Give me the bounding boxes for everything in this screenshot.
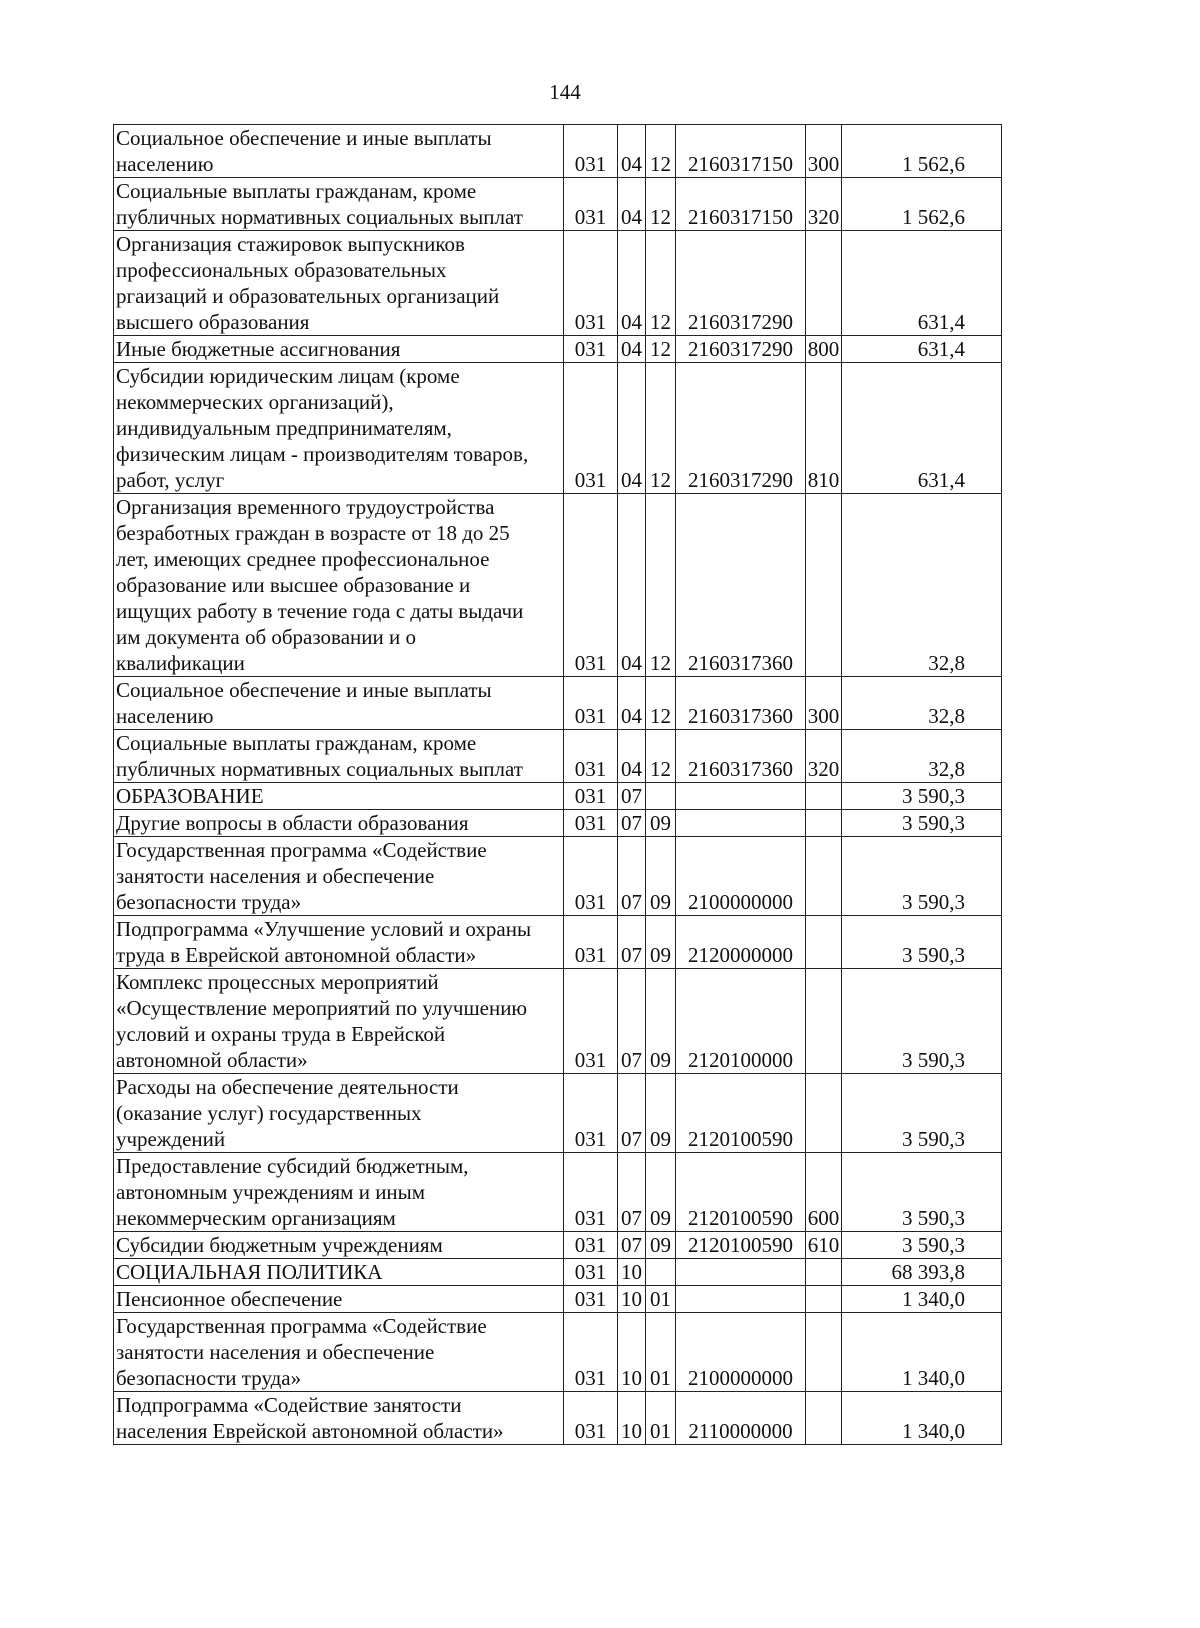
expense-type-cell bbox=[806, 231, 842, 336]
item-name-cell bbox=[114, 1074, 564, 1153]
item-name-line: публичных нормативных социальных выплат bbox=[116, 205, 523, 229]
section-code-cell: 04 bbox=[618, 494, 646, 677]
target-article-cell: 2160317150 bbox=[676, 125, 806, 178]
admin-code-cell: 031 bbox=[564, 810, 618, 837]
expense-type-cell: 610 bbox=[806, 1232, 842, 1259]
item-name-cell bbox=[114, 969, 564, 1074]
admin-code-cell: 031 bbox=[564, 730, 618, 783]
target-article-cell bbox=[676, 1286, 806, 1313]
admin-code-cell: 031 bbox=[564, 1392, 618, 1445]
section-code-cell: 04 bbox=[618, 730, 646, 783]
item-name-line: населению bbox=[116, 152, 214, 176]
admin-code-cell: 031 bbox=[564, 1232, 618, 1259]
item-name-line: высшего образования bbox=[116, 310, 310, 334]
admin-code-cell: 031 bbox=[564, 1074, 618, 1153]
admin-code-cell: 031 bbox=[564, 1313, 618, 1392]
item-name-cell bbox=[114, 336, 564, 363]
item-name-line: Организация временного трудоустройства bbox=[116, 495, 495, 519]
expense-type-cell: 600 bbox=[806, 1153, 842, 1232]
subsection-code-cell: 09 bbox=[646, 810, 676, 837]
amount-cell: 32,8 bbox=[842, 730, 1002, 783]
admin-code-cell: 031 bbox=[564, 125, 618, 178]
section-code-cell: 07 bbox=[618, 1074, 646, 1153]
item-name-line: некоммерческим организациям bbox=[116, 1206, 396, 1230]
subsection-code-cell: 12 bbox=[646, 730, 676, 783]
item-name-line: некоммерческих организаций), bbox=[116, 390, 394, 414]
item-name-line: Социальное обеспечение и иные выплаты bbox=[116, 126, 492, 150]
item-name-line: Комплекс процессных мероприятий bbox=[116, 970, 439, 994]
expense-type-cell bbox=[806, 837, 842, 916]
table-row bbox=[114, 494, 1002, 677]
table-row bbox=[114, 969, 1002, 1074]
item-name-line: Подпрограмма «Улучшение условий и охраны bbox=[116, 917, 532, 941]
item-name-line: им документа об образовании и о bbox=[116, 625, 416, 649]
item-name-line: индивидуальным предпринимателям, bbox=[116, 416, 452, 440]
table-row bbox=[114, 783, 1002, 810]
item-name-line: Социальное обеспечение и иные выплаты bbox=[116, 678, 492, 702]
item-name-line: занятости населения и обеспечение bbox=[116, 1340, 435, 1364]
target-article-cell: 2120100590 bbox=[676, 1074, 806, 1153]
target-article-cell: 2160317360 bbox=[676, 494, 806, 677]
item-name-line: лет, имеющих среднее профессиональное bbox=[116, 547, 490, 571]
item-name-line: ргаизаций и образовательных организаций bbox=[116, 284, 500, 308]
target-article-cell: 2110000000 bbox=[676, 1392, 806, 1445]
budget-table-body bbox=[114, 125, 1002, 1445]
subsection-code-cell: 12 bbox=[646, 677, 676, 730]
page-number: 144 bbox=[549, 80, 581, 104]
item-name-cell bbox=[114, 1313, 564, 1392]
section-code-cell: 10 bbox=[618, 1313, 646, 1392]
subsection-code-cell: 12 bbox=[646, 363, 676, 494]
section-code-cell: 04 bbox=[618, 178, 646, 231]
item-name-line: Другие вопросы в области образования bbox=[116, 811, 469, 835]
target-article-cell: 2120100000 bbox=[676, 969, 806, 1074]
admin-code-cell: 031 bbox=[564, 178, 618, 231]
admin-code-cell: 031 bbox=[564, 1153, 618, 1232]
target-article-cell: 2160317360 bbox=[676, 677, 806, 730]
subsection-code-cell bbox=[646, 783, 676, 810]
item-name-line: физическим лицам - производителям товаров, bbox=[116, 442, 529, 466]
amount-cell: 3 590,3 bbox=[842, 837, 1002, 916]
item-name-cell bbox=[114, 125, 564, 178]
item-name-cell bbox=[114, 1232, 564, 1259]
expense-type-cell: 800 bbox=[806, 336, 842, 363]
table-row bbox=[114, 125, 1002, 178]
expense-type-cell bbox=[806, 969, 842, 1074]
section-code-cell: 04 bbox=[618, 336, 646, 363]
item-name-line: безопасности труда» bbox=[116, 890, 302, 914]
section-code-cell: 10 bbox=[618, 1392, 646, 1445]
table-row bbox=[114, 1286, 1002, 1313]
item-name-line: Социальные выплаты гражданам, кроме bbox=[116, 731, 477, 755]
amount-cell: 1 340,0 bbox=[842, 1286, 1002, 1313]
item-name-line: населения Еврейской автономной области» bbox=[116, 1419, 504, 1443]
item-name-cell bbox=[114, 810, 564, 837]
table-row bbox=[114, 916, 1002, 969]
expense-type-cell bbox=[806, 783, 842, 810]
subsection-code-cell: 09 bbox=[646, 1074, 676, 1153]
table-row bbox=[114, 1074, 1002, 1153]
target-article-cell: 2160317290 bbox=[676, 363, 806, 494]
expense-type-cell bbox=[806, 1074, 842, 1153]
target-article-cell: 2100000000 bbox=[676, 1313, 806, 1392]
item-name-line: Субсидии бюджетным учреждениям bbox=[116, 1233, 443, 1257]
table-row bbox=[114, 1153, 1002, 1232]
section-code-cell: 04 bbox=[618, 125, 646, 178]
subsection-code-cell: 09 bbox=[646, 1232, 676, 1259]
item-name-cell bbox=[114, 837, 564, 916]
budget-table bbox=[113, 124, 1002, 1445]
item-name-cell bbox=[114, 730, 564, 783]
admin-code-cell: 031 bbox=[564, 969, 618, 1074]
section-code-cell: 04 bbox=[618, 231, 646, 336]
expense-type-cell bbox=[806, 1259, 842, 1286]
item-name-line: Пенсионное обеспечение bbox=[116, 1287, 343, 1311]
item-name-line: автономным учреждениям и иным bbox=[116, 1180, 426, 1204]
item-name-line: условий и охраны труда в Еврейской bbox=[116, 1022, 446, 1046]
item-name-line: «Осуществление мероприятий по улучшению bbox=[116, 996, 528, 1020]
table-row bbox=[114, 837, 1002, 916]
subsection-code-cell: 09 bbox=[646, 837, 676, 916]
item-name-line: Подпрограмма «Содействие занятости bbox=[116, 1393, 462, 1417]
item-name-line: Государственная программа «Содействие bbox=[116, 1314, 487, 1338]
item-name-line: Субсидии юридическим лицам (кроме bbox=[116, 364, 460, 388]
subsection-code-cell: 09 bbox=[646, 1153, 676, 1232]
amount-cell: 32,8 bbox=[842, 494, 1002, 677]
admin-code-cell: 031 bbox=[564, 363, 618, 494]
amount-cell: 3 590,3 bbox=[842, 810, 1002, 837]
admin-code-cell: 031 bbox=[564, 837, 618, 916]
expense-type-cell bbox=[806, 1313, 842, 1392]
amount-cell: 1 340,0 bbox=[842, 1313, 1002, 1392]
item-name-line: профессиональных образовательных bbox=[116, 258, 447, 282]
amount-cell: 68 393,8 bbox=[842, 1259, 1002, 1286]
expense-type-cell bbox=[806, 494, 842, 677]
table-row bbox=[114, 810, 1002, 837]
table-row bbox=[114, 1392, 1002, 1445]
item-name-line: Социальные выплаты гражданам, кроме bbox=[116, 179, 477, 203]
target-article-cell: 2160317290 bbox=[676, 336, 806, 363]
admin-code-cell: 031 bbox=[564, 1259, 618, 1286]
table-row bbox=[114, 336, 1002, 363]
subsection-code-cell: 12 bbox=[646, 178, 676, 231]
item-name-line: Расходы на обеспечение деятельности bbox=[116, 1075, 459, 1099]
amount-cell: 3 590,3 bbox=[842, 1074, 1002, 1153]
item-name-line: Государственная программа «Содействие bbox=[116, 838, 487, 862]
subsection-code-cell: 09 bbox=[646, 969, 676, 1074]
item-name-line: Организация стажировок выпускников bbox=[116, 232, 465, 256]
section-code-cell: 07 bbox=[618, 810, 646, 837]
expense-type-cell: 300 bbox=[806, 125, 842, 178]
amount-cell: 1 562,6 bbox=[842, 178, 1002, 231]
target-article-cell: 2120100590 bbox=[676, 1232, 806, 1259]
amount-cell: 1 340,0 bbox=[842, 1392, 1002, 1445]
expense-type-cell: 810 bbox=[806, 363, 842, 494]
item-name-line: (оказание услуг) государственных bbox=[116, 1101, 422, 1125]
table-row bbox=[114, 363, 1002, 494]
expense-type-cell bbox=[806, 810, 842, 837]
amount-cell: 32,8 bbox=[842, 677, 1002, 730]
subsection-code-cell: 01 bbox=[646, 1392, 676, 1445]
table-row bbox=[114, 677, 1002, 730]
section-code-cell: 07 bbox=[618, 837, 646, 916]
section-code-cell: 10 bbox=[618, 1286, 646, 1313]
item-name-line: образование или высшее образование и bbox=[116, 573, 471, 597]
amount-cell: 3 590,3 bbox=[842, 1232, 1002, 1259]
item-name-line: СОЦИАЛЬНАЯ ПОЛИТИКА bbox=[116, 1260, 383, 1284]
section-code-cell: 07 bbox=[618, 1232, 646, 1259]
subsection-code-cell: 12 bbox=[646, 494, 676, 677]
target-article-cell: 2160317150 bbox=[676, 178, 806, 231]
expense-type-cell bbox=[806, 1286, 842, 1313]
subsection-code-cell: 01 bbox=[646, 1286, 676, 1313]
section-code-cell: 10 bbox=[618, 1259, 646, 1286]
amount-cell: 3 590,3 bbox=[842, 783, 1002, 810]
item-name-line: работ, услуг bbox=[116, 468, 225, 492]
section-code-cell: 07 bbox=[618, 969, 646, 1074]
subsection-code-cell: 12 bbox=[646, 231, 676, 336]
target-article-cell: 2120100590 bbox=[676, 1153, 806, 1232]
item-name-line: автономной области» bbox=[116, 1048, 308, 1072]
expense-type-cell: 320 bbox=[806, 178, 842, 231]
section-code-cell: 04 bbox=[618, 363, 646, 494]
target-article-cell: 2120000000 bbox=[676, 916, 806, 969]
admin-code-cell: 031 bbox=[564, 494, 618, 677]
item-name-cell bbox=[114, 1286, 564, 1313]
amount-cell: 631,4 bbox=[842, 363, 1002, 494]
admin-code-cell: 031 bbox=[564, 336, 618, 363]
item-name-cell bbox=[114, 1153, 564, 1232]
subsection-code-cell: 12 bbox=[646, 336, 676, 363]
expense-type-cell: 320 bbox=[806, 730, 842, 783]
subsection-code-cell: 09 bbox=[646, 916, 676, 969]
item-name-line: Иные бюджетные ассигнования bbox=[116, 337, 401, 361]
amount-cell: 3 590,3 bbox=[842, 1153, 1002, 1232]
item-name-cell bbox=[114, 178, 564, 231]
target-article-cell bbox=[676, 1259, 806, 1286]
subsection-code-cell: 01 bbox=[646, 1313, 676, 1392]
target-article-cell: 2160317290 bbox=[676, 231, 806, 336]
table-row bbox=[114, 1313, 1002, 1392]
section-code-cell: 07 bbox=[618, 916, 646, 969]
amount-cell: 631,4 bbox=[842, 231, 1002, 336]
table-row bbox=[114, 178, 1002, 231]
item-name-line: ищущих работу в течение года с даты выдачи bbox=[116, 599, 524, 623]
section-code-cell: 04 bbox=[618, 677, 646, 730]
admin-code-cell: 031 bbox=[564, 231, 618, 336]
admin-code-cell: 031 bbox=[564, 1286, 618, 1313]
target-article-cell bbox=[676, 783, 806, 810]
item-name-cell bbox=[114, 494, 564, 677]
item-name-line: безработных граждан в возрасте от 18 до 25 bbox=[116, 521, 510, 545]
admin-code-cell: 031 bbox=[564, 783, 618, 810]
subsection-code-cell: 12 bbox=[646, 125, 676, 178]
item-name-cell bbox=[114, 363, 564, 494]
expense-type-cell bbox=[806, 1392, 842, 1445]
item-name-cell bbox=[114, 1259, 564, 1286]
item-name-line: ОБРАЗОВАНИЕ bbox=[116, 784, 264, 808]
amount-cell: 3 590,3 bbox=[842, 969, 1002, 1074]
amount-cell: 1 562,6 bbox=[842, 125, 1002, 178]
item-name-line: занятости населения и обеспечение bbox=[116, 864, 435, 888]
expense-type-cell bbox=[806, 916, 842, 969]
table-row bbox=[114, 1259, 1002, 1286]
subsection-code-cell bbox=[646, 1259, 676, 1286]
target-article-cell: 2160317360 bbox=[676, 730, 806, 783]
table-row bbox=[114, 231, 1002, 336]
section-code-cell: 07 bbox=[618, 783, 646, 810]
amount-cell: 3 590,3 bbox=[842, 916, 1002, 969]
item-name-line: Предоставление субсидий бюджетным, bbox=[116, 1154, 469, 1178]
item-name-line: публичных нормативных социальных выплат bbox=[116, 757, 523, 781]
item-name-cell bbox=[114, 677, 564, 730]
item-name-line: безопасности труда» bbox=[116, 1366, 302, 1390]
admin-code-cell: 031 bbox=[564, 677, 618, 730]
item-name-line: учреждений bbox=[116, 1127, 226, 1151]
table-row bbox=[114, 1232, 1002, 1259]
table-row bbox=[114, 730, 1002, 783]
admin-code-cell: 031 bbox=[564, 916, 618, 969]
expense-type-cell: 300 bbox=[806, 677, 842, 730]
item-name-line: квалификации bbox=[116, 651, 245, 675]
item-name-line: труда в Еврейской автономной области» bbox=[116, 943, 477, 967]
amount-cell: 631,4 bbox=[842, 336, 1002, 363]
target-article-cell bbox=[676, 810, 806, 837]
item-name-line: населению bbox=[116, 704, 214, 728]
item-name-cell bbox=[114, 231, 564, 336]
item-name-cell bbox=[114, 916, 564, 969]
item-name-cell bbox=[114, 1392, 564, 1445]
section-code-cell: 07 bbox=[618, 1153, 646, 1232]
target-article-cell: 2100000000 bbox=[676, 837, 806, 916]
item-name-cell bbox=[114, 783, 564, 810]
